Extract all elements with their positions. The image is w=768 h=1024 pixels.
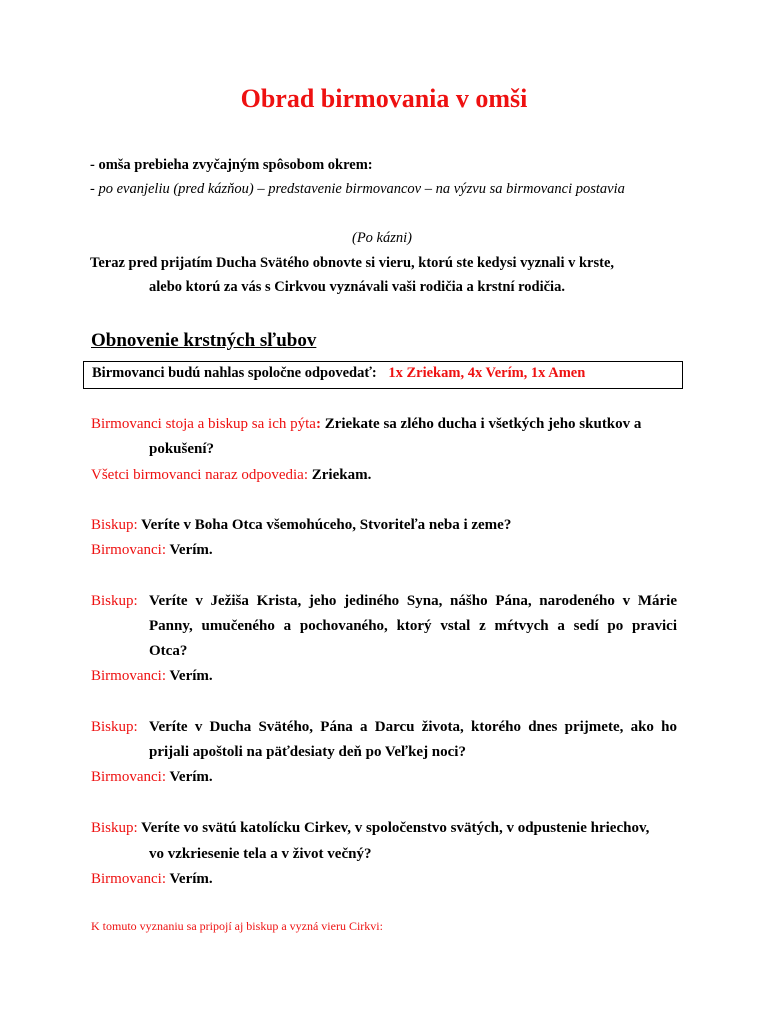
q3-text-2: prijali apoštoli na päťdesiaty deň po Veľkej noci? [149,744,466,760]
section-heading: Obnovenie krstných sľubov [91,330,317,351]
intro-line-1: - omša prebieha zvyčajným spôsobom okrem: [90,157,373,173]
q2-response-label: Birmovanci: [91,668,166,684]
q0-response-label: Všetci birmovanci naraz odpovedia: [91,467,309,483]
instruction-answers: 1x Zriekam, 4x Verím, 1x Amen [388,365,586,381]
q2-response-text: Verím. [166,668,213,684]
q0-text-2: pokušení? [149,441,215,457]
q0-response [91,467,371,484]
q1-response-label: Birmovanci: [91,542,166,558]
q2-text-3: Otca? [149,643,188,659]
q1-line [91,517,511,534]
instruction-box-text [92,365,585,382]
exhortation-line-1: Teraz pred prijatím Ducha Svätého obnovte si vieru, ktorú ste kedysi vyznali v krste, [90,255,615,271]
exhortation-line-2: alebo ktorú za vás s Cirkvou vyznávali vaši rodičia a krstní rodičia. [149,279,565,295]
page-title: Obrad birmovania v omši [240,84,528,113]
q1-response [91,542,213,559]
q4-line-1 [91,820,649,837]
instruction-text: Birmovanci budú nahlas spoločne odpovedať: [92,365,377,381]
q0-response-text: Zriekam. [308,467,372,483]
q3-text-1: Veríte v Ducha Svätého, Pána a Darcu života, ktorého dnes prijmete, ako ho [149,719,677,735]
q1-response-text: Verím. [166,542,213,558]
q2-label: Biskup: [91,593,138,609]
q4-text-1: Veríte vo svätú katolícku Cirkev, v spoločenstvo svätých, v odpustenie hriechov, [137,820,650,836]
q3-response [91,769,213,786]
q2-text-1: Veríte v Ježiša Krista, jeho jediného Syna, nášho Pána, narodeného v Márie [149,593,677,609]
q2-response [91,668,213,685]
after-homily-note: (Po kázni) [352,230,412,246]
q0-text-1: Zriekate sa zlého ducha i všetkých jeho skutkov a [320,416,642,432]
q0-line-1 [91,416,641,433]
q4-text-2: vo vzkriesenie tela a v život večný? [149,846,372,862]
q1-label: Biskup: [91,517,138,533]
q4-response [91,871,213,888]
q3-response-text: Verím. [166,769,213,785]
q0-label: Birmovanci stoja a biskup sa ich pýta [91,416,316,432]
q4-label: Biskup: [91,820,138,836]
q3-response-label: Birmovanci: [91,769,166,785]
q4-response-text: Verím. [166,871,213,887]
q3-label: Biskup: [91,719,138,735]
q0-colon: : [315,416,321,432]
intro-line-2: - po evanjeliu (pred kázňou) – predstavenie birmovancov – na výzvu sa birmovanci postavia [90,181,625,197]
q1-text: Veríte v Boha Otca všemohúceho, Stvoriteľa neba i zeme? [137,517,512,533]
q2-text-2: Panny, umučeného a pochovaného, ktorý vstal z mŕtvych a sedí po pravici [149,618,677,634]
q4-response-label: Birmovanci: [91,871,166,887]
footer-note: K tomuto vyznaniu sa pripojí aj biskup a vyzná vieru Cirkvi: [91,919,383,933]
